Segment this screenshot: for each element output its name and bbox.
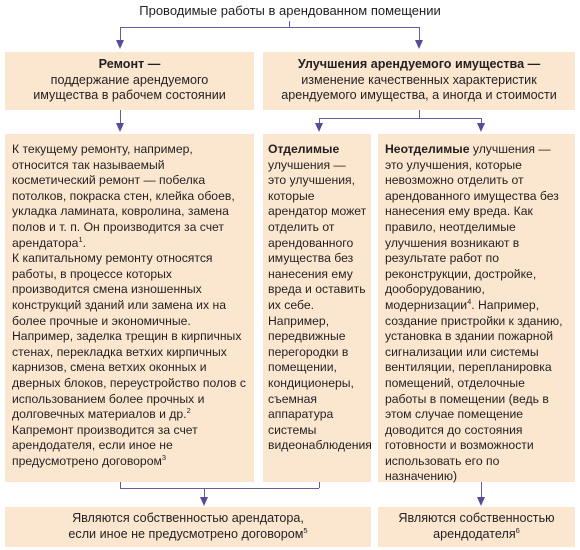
connector-top-right — [419, 27, 420, 40]
connector-separable-bottom — [319, 482, 320, 488]
footnote-1: 1 — [78, 234, 83, 244]
inseparable-term: Неотделимые — [385, 142, 470, 156]
landlord-owner-line2: арендодателя$^6$ — [433, 525, 520, 541]
connector-improvements-horizontal — [319, 118, 481, 119]
connector-bottom-left-horizontal — [120, 488, 319, 489]
connector-improvements-down — [419, 110, 420, 118]
repair-header-box — [5, 52, 254, 110]
arrow-to-improvements — [415, 40, 423, 49]
separable-box — [263, 134, 371, 482]
footnote-4: 4 — [467, 296, 472, 306]
separable-term: Отделимые — [268, 142, 340, 156]
landlord-owner-box — [378, 507, 575, 547]
arrow-to-separable — [315, 123, 323, 132]
tenant-owner-box — [5, 507, 371, 547]
separable-example: Например, передвижные перегородки в помещении, кондиционеры, съемная аппаратура системы видеонаблюдения — [268, 313, 372, 453]
improvements-subtitle: изменение качественных характеристик арендуемого имущества, а иногда и стоимости — [281, 72, 557, 103]
tenant-owner-line2: если иное не предусмотрено договором$^5$ — [68, 525, 308, 541]
arrow-to-tenant-owner — [200, 497, 208, 506]
connector-to-tenant — [204, 488, 205, 497]
footnote-2: 2 — [186, 406, 191, 416]
repair-heading: Ремонт — — [98, 57, 161, 71]
inseparable-definition: Неотделимые улучшения — это улучшения, которые невозможно отделить от арендованного имущества без нанесения ему вреда. Как правило, неотделимые улучшения возникают в результате работ по реконструкции, достройке, дооборудованию, модернизации$^4$. Например, создание пристройки к зданию, установка в здании пожарной сигнализации или системы вентиляции, перепланировка помещений, отделочные работы в помещении (ведь в этом случае помещение доводится до состояния готовности и возможности использовать его по назначению) — [385, 142, 563, 484]
connector-top-left — [120, 27, 121, 40]
improvements-heading: Улучшения арендуемого имущества — — [297, 57, 541, 71]
inseparable-box — [378, 134, 575, 482]
diagram-title: Проводимые работы в арендованном помещении — [139, 3, 441, 18]
repair-subtitle: поддержание арендуемого имущества в рабочем состоянии — [33, 72, 226, 103]
arrow-to-landlord-owner — [477, 497, 485, 506]
current-repair-text: К текущему ремонту, например, относится так называемый косметический ремонт — побелка потолков, покраска стен, клейка обоев, укладка ламината, ковролина, замена полов и т. п. Он производится за счет арендатора$^1$. — [12, 142, 235, 250]
tenant-owner-line1: Являются собственностью арендатора, — [72, 511, 304, 525]
footnote-6: 6 — [515, 525, 520, 535]
arrow-to-repair — [116, 40, 124, 49]
separable-definition: Отделимые улучшения — это улучшения, которые арендатор может отделить от арендованного имущества без нанесения ему вреда и оставить их себе. — [268, 142, 367, 312]
arrow-to-repair-details — [116, 123, 124, 132]
improvements-header-box — [263, 52, 575, 110]
capital-repair-text: К капитальному ремонту относятся работы, в процессе которых производится смена изношенных конструкций зданий или замена их на более прочные и экономичные. Например, заделка трещин в кирпичных стенах, перекладка ветхих кирпичных карнизов, смена ветхих оконных и дверных блоков, переустройство полов с использованием более прочных и долговечных материалов и др.$^2$ Капремонт производится за счет арендодателя, если иное не предусмотрено договором$^3$ — [12, 251, 246, 468]
connector-top-horizontal — [120, 27, 419, 28]
connector-repair-down — [120, 110, 121, 124]
arrow-to-inseparable — [477, 123, 485, 132]
footnote-3: 3 — [161, 452, 167, 462]
connector-inseparable-bottom — [481, 482, 482, 497]
repair-details-box — [5, 134, 254, 482]
footnote-5: 5 — [303, 525, 308, 535]
landlord-owner-line1: Являются собственностью — [398, 511, 555, 525]
